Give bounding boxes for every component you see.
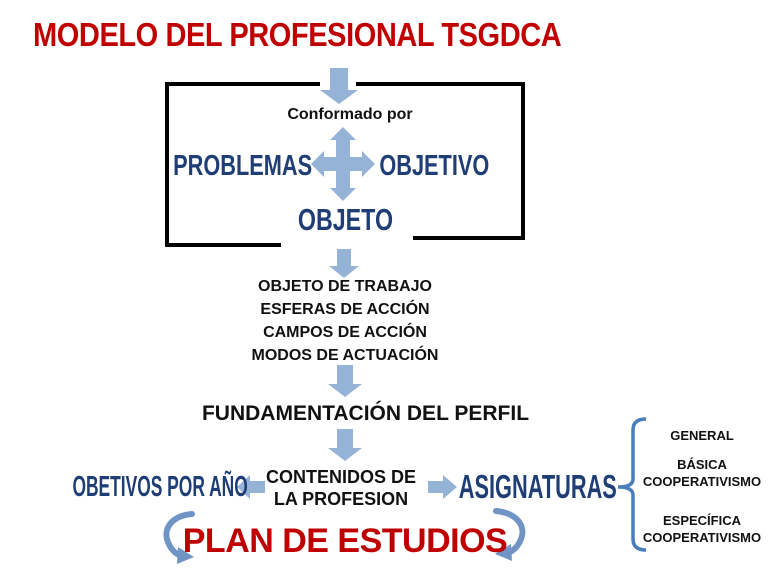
- middle-right-text: ASIGNATURAS: [458, 468, 617, 505]
- box-term-objeto-text: OBJETO: [297, 202, 394, 237]
- down-arrow-icon: [328, 429, 362, 461]
- subject-basica: [638, 456, 766, 490]
- slide-title-text: MODELO DEL PROFESIONAL TSGDCA: [33, 16, 562, 53]
- box-term-objetivo-text: OBJETIVO: [379, 150, 490, 182]
- middle-center-label: [256, 466, 426, 510]
- list-item: CAMPOS DE ACCIÓN: [263, 324, 427, 341]
- box-term-problemas: [160, 150, 325, 183]
- subject-especifica-line1: ESPECÍFICA: [662, 513, 741, 528]
- subject-general-text: GENERAL: [670, 428, 734, 443]
- down-arrow-icon: [320, 68, 358, 104]
- subject-especifica: [638, 512, 766, 546]
- box-term-objetivo: [352, 150, 517, 183]
- box-label-text: Conformado por: [287, 106, 413, 123]
- down-arrow-icon: [329, 249, 359, 278]
- subject-especifica-line2: COOPERATIVISMO: [642, 530, 762, 545]
- fundamentacion-label: [193, 402, 538, 426]
- subject-basica-line2: COOPERATIVISMO: [642, 474, 762, 489]
- middle-left-text: OBETIVOS POR AÑO: [72, 471, 248, 503]
- fundamentacion-text: FUNDAMENTACIÓN DEL PERFIL: [201, 402, 530, 425]
- middle-left-label: [72, 471, 248, 504]
- box-label: [250, 106, 450, 124]
- down-arrow-icon: [328, 365, 362, 397]
- middle-center-line1: CONTENIDOS DE: [265, 467, 416, 487]
- middle-right-label: [455, 468, 620, 506]
- list-item: MODOS DE ACTUACIÓN: [251, 347, 439, 364]
- subject-general: [638, 427, 766, 444]
- footer-title-text: PLAN DE ESTUDIOS: [182, 522, 508, 560]
- slide-title: [33, 16, 562, 54]
- list-item: ESFERAS DE ACCIÓN: [260, 301, 430, 318]
- box-term-objeto: [263, 202, 428, 238]
- footer-title: [170, 522, 520, 561]
- middle-center-line2: LA PROFESION: [273, 489, 409, 509]
- subject-basica-line1: BÁSICA: [677, 457, 727, 472]
- box-term-problemas-text: PROBLEMAS: [173, 150, 312, 182]
- right-arrow-icon: [428, 475, 457, 499]
- pillars-list: [215, 275, 475, 367]
- list-item: OBJETO DE TRABAJO: [258, 278, 432, 295]
